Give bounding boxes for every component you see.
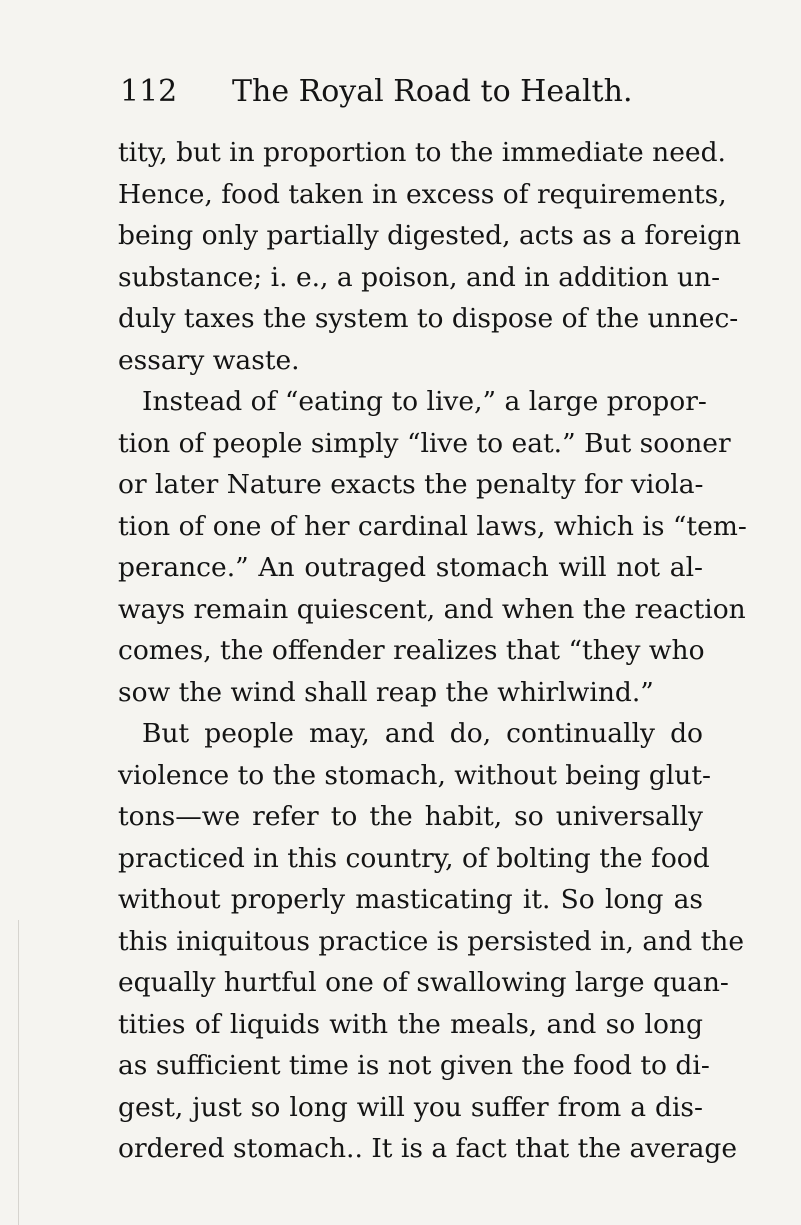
text-line: this iniquitous practice is persisted in, and the xyxy=(118,925,745,957)
page-number: 112 xyxy=(120,74,178,109)
text-line: substance; i. e., a poison, and in addition un- xyxy=(118,261,721,293)
text-line: tons—we refer to the habit, so universally xyxy=(118,801,703,832)
text-line: practiced in this country, of bolting the food xyxy=(118,842,710,874)
text-line: comes, the offender realizes that “they who xyxy=(118,635,705,666)
text-line: ways remain quiescent, and when the reaction xyxy=(118,593,746,625)
text-line: Hence, food taken in excess of requirements, xyxy=(118,178,727,210)
text-line: tion of one of her cardinal laws, which is “tem- xyxy=(118,510,747,542)
text-line: ordered stomach.. It is a fact that the average xyxy=(118,1133,738,1164)
text-line: being only partially digested, acts as a foreign xyxy=(118,220,741,251)
running-head xyxy=(120,72,680,112)
text-line: tity, but in proportion to the immediate need. xyxy=(118,137,726,168)
text-line: equally hurtful one of swallowing large quan- xyxy=(118,967,729,998)
text-line: sow the wind shall reap the whirlwind.” xyxy=(118,676,654,708)
text-line: duly taxes the system to dispose of the unnec- xyxy=(118,303,739,334)
body-text xyxy=(118,132,747,1170)
text-line: violence to the stomach, without being glut- xyxy=(118,759,711,791)
text-line: Instead of “eating to live,” a large propor- xyxy=(142,386,707,417)
running-title: The Royal Road to Health. xyxy=(232,74,633,109)
text-line: But people may, and do, continually do xyxy=(142,718,703,749)
text-line: tities of liquids with the meals, and so long xyxy=(118,1008,703,1040)
text-line: gest, just so long will you suffer from a dis- xyxy=(118,1091,703,1123)
text-line: essary waste. xyxy=(118,344,300,376)
text-line: or later Nature exacts the penalty for viola- xyxy=(118,469,704,500)
page-edge-shadow xyxy=(18,920,19,1225)
text-line: perance.” An outraged stomach will not al- xyxy=(118,552,703,583)
text-line: as sufficient time is not given the food to di- xyxy=(118,1050,710,1081)
text-line: without properly masticating it. So long as xyxy=(118,884,703,915)
text-line: tion of people simply “live to eat.” But sooner xyxy=(118,427,731,459)
